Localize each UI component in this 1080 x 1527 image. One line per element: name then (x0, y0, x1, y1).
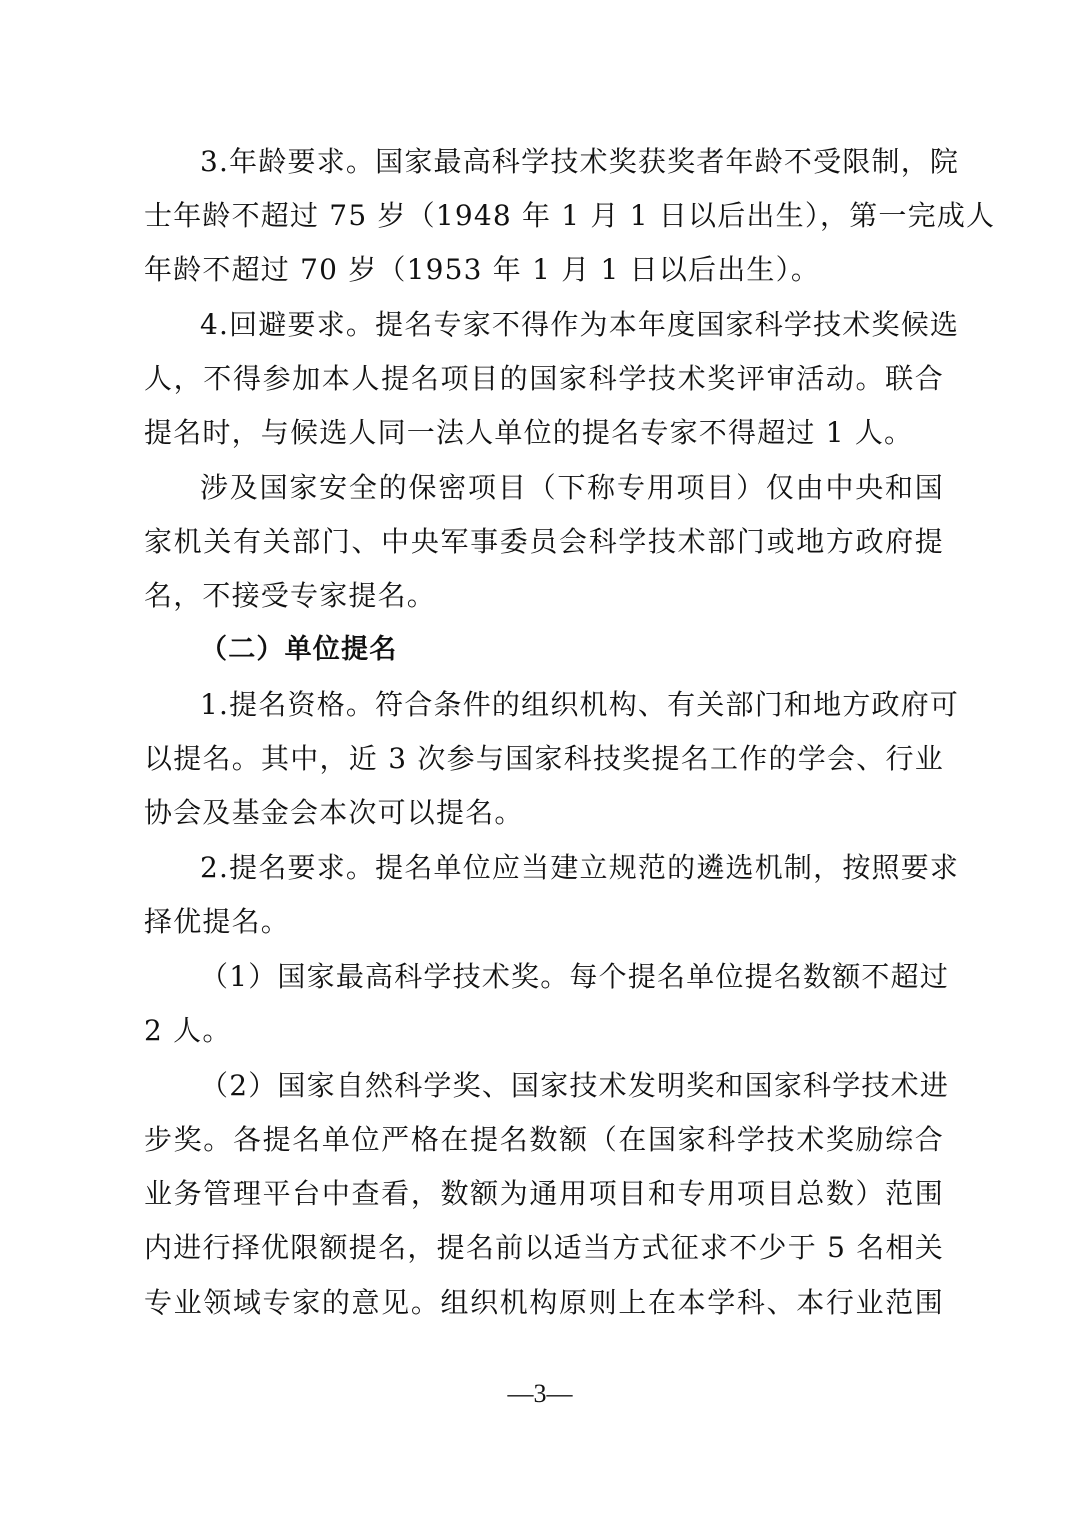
paragraph-other-awards-line-1: （2）国家自然科学奖、国家技术发明奖和国家科学技术进 (200, 1069, 950, 1102)
paragraph-security-line-1: 涉及国家安全的保密项目（下称专用项目）仅由中央和国 (200, 471, 944, 504)
paragraph-other-awards-line-4: 内进行择优限额提名，提名前以适当方式征求不少于 5 名相关 (144, 1231, 944, 1264)
paragraph-avoidance-line-2: 人，不得参加本人提名项目的国家科学技术奖评审活动。联合 (144, 362, 944, 395)
paragraph-other-awards-line-2: 步奖。各提名单位严格在提名数额（在国家科学技术奖励综合 (144, 1123, 944, 1156)
paragraph-qualification-line-3: 协会及基金会本次可以提名。 (144, 796, 524, 829)
page-number: —3— (507, 1379, 573, 1408)
paragraph-requirement-line-2: 择优提名。 (144, 905, 291, 938)
paragraph-qualification-line-2: 以提名。其中，近 3 次参与国家科技奖提名工作的学会、行业 (144, 742, 944, 775)
paragraph-qualification-line-1: 1.提名资格。符合条件的组织机构、有关部门和地方政府可 (200, 688, 960, 721)
paragraph-top-award-line-1: （1）国家最高科学技术奖。每个提名单位提名数额不超过 (200, 960, 950, 993)
paragraph-other-awards-line-3: 业务管理平台中查看，数额为通用项目和专用项目总数）范围 (144, 1177, 944, 1210)
paragraph-top-award-line-2: 2 人。 (144, 1014, 232, 1047)
paragraph-age-requirement-line-1: 3.年龄要求。国家最高科学技术奖获奖者年龄不受限制，院 (200, 145, 960, 178)
paragraph-other-awards-line-5: 专业领域专家的意见。组织机构原则上在本学科、本行业范围 (144, 1286, 944, 1319)
paragraph-security-line-3: 名，不接受专家提名。 (144, 579, 437, 612)
paragraph-security-line-2: 家机关有关部门、中央军事委员会科学技术部门或地方政府提 (144, 525, 944, 558)
paragraph-avoidance-line-1: 4.回避要求。提名专家不得作为本年度国家科学技术奖候选 (200, 308, 960, 341)
paragraph-requirement-line-1: 2.提名要求。提名单位应当建立规范的遴选机制，按照要求 (200, 851, 960, 884)
paragraph-avoidance-line-3: 提名时，与候选人同一法人单位的提名专家不得超过 1 人。 (144, 416, 914, 449)
section-heading-unit-nomination: （二）单位提名 (200, 634, 398, 665)
paragraph-age-requirement-line-3: 年龄不超过 70 岁（1953 年 1 月 1 日以后出生）。 (144, 253, 821, 286)
paragraph-age-requirement-line-2: 士年龄不超过 75 岁（1948 年 1 月 1 日以后出生），第一完成人 (144, 199, 996, 232)
